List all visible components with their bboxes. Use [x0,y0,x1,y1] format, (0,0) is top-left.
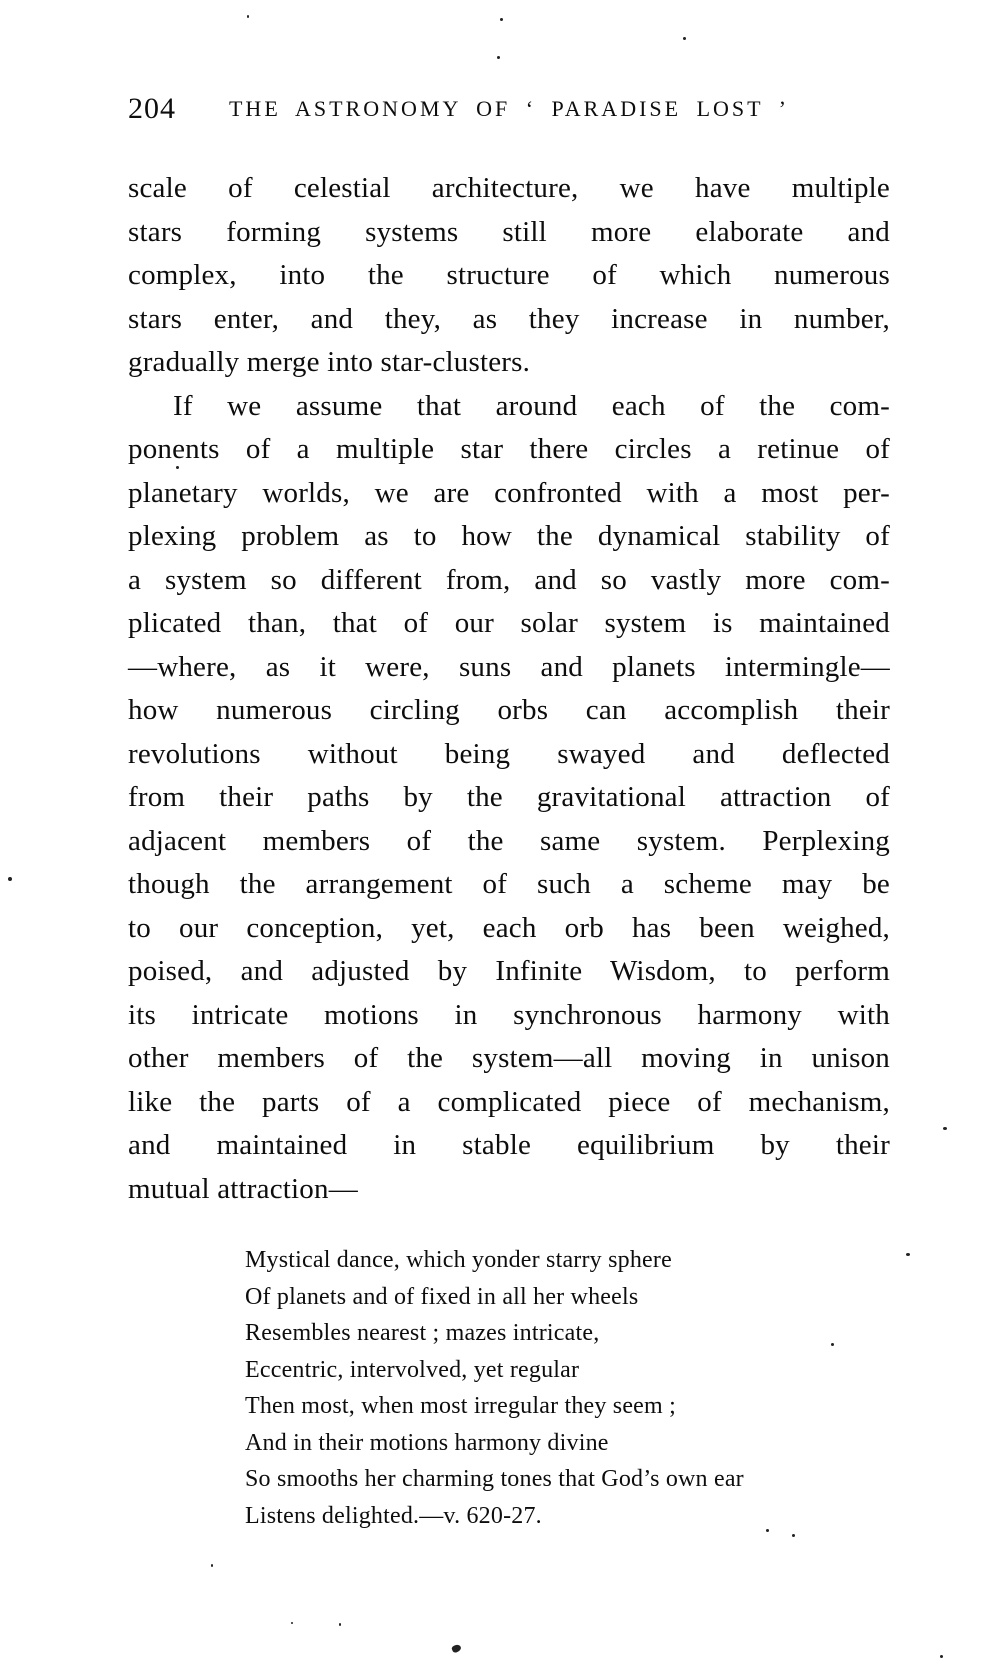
scan-speck [176,466,179,469]
poem-line: So smooths her charming tones that God’s own ear [245,1466,744,1492]
scan-speck [291,1622,293,1624]
text-line: though the arrangement of such a scheme may be [128,868,890,900]
text-line: stars enter, and they, as they increase in number, [128,302,890,335]
running-header [128,92,890,132]
poem-line: And in their motions harmony divine [245,1429,609,1456]
text-line: and maintained in stable equilibrium by their [128,1129,890,1161]
scan-speck [943,1127,947,1130]
scan-speck [211,1564,213,1567]
scan-speck [831,1343,834,1346]
text-line: scale of celestial architecture, we have multiple [128,172,890,204]
scan-speck [497,56,500,59]
text-line: If we assume that around each of the com- [173,389,890,422]
poem-line: Listens delighted.—v. 620-27. [245,1502,542,1529]
scan-speck [247,15,249,18]
text-line: to our conception, yet, each orb has been weighed, [128,911,890,944]
page-number: 204 [128,92,176,125]
text-line: like the parts of a complicated piece of mechanism, [128,1085,890,1118]
text-line: plicated than, that of our solar system is maintained [128,607,890,639]
scan-speck [766,1529,769,1532]
text-line: mutual attraction— [128,1172,358,1205]
text-line: poised, and adjusted by Infinite Wisdom, to perform [128,955,890,987]
scan-speck [339,1623,341,1626]
poem-line: Eccentric, intervolved, yet regular [245,1356,580,1383]
text-line: ponents of a multiple star there circles a retinue of [128,433,890,465]
scan-speck [8,877,12,881]
poem-line: Of planets and of fixed in all her wheels [245,1283,639,1310]
scan-speck [792,1534,795,1537]
text-line: revolutions without being swayed and deflected [128,737,890,770]
body-text [128,167,890,1211]
text-line: complex, into the structure of which numerous [128,259,890,291]
poem-quotation [245,1242,885,1534]
ink-blob [451,1643,462,1653]
text-line: adjacent members of the same system. Perplexing [128,824,890,857]
text-line: gradually merge into star-clusters. [128,346,531,378]
scan-speck [940,1655,943,1658]
poem-line: Then most, when most irregular they seem ; [245,1393,676,1419]
poem-line: Mystical dance, which yonder starry sphere [245,1247,672,1273]
scan-speck [683,37,686,40]
text-line: other members of the system—all moving in unison [128,1042,890,1074]
scan-speck [500,18,503,21]
text-line: its intricate motions in synchronous harmony with [128,998,890,1031]
text-line: plexing problem as to how the dynamical stability of [128,520,890,552]
text-line: stars forming systems still more elaborate and [128,215,890,248]
text-line: how numerous circling orbs can accomplish their [128,694,890,726]
text-line: planetary worlds, we are confronted with a most per- [128,476,890,509]
text-line: —where, as it were, suns and planets intermingle— [128,650,890,683]
scan-speck [906,1253,910,1256]
running-title: THE ASTRONOMY OF ‘ PARADISE LOST ’ [228,96,790,121]
poem-line: Resembles nearest ; mazes intricate, [245,1320,600,1346]
text-line: from their paths by the gravitational attraction of [128,781,890,813]
text-line: a system so different from, and so vastly more com- [128,563,890,596]
